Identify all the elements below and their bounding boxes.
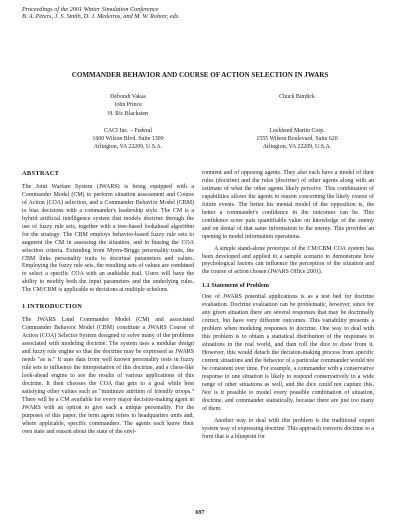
author-block-right [222,93,372,152]
abstract-text: The Joint Warfare System (JWARS) is being equipped with a Commander Model (CM) to perform situation assessment and Course of Action (COA) selection, and a Commander Behavior Model (CBM) to bias decisions with a commander's leadership style. The CM is a hybrid artificial intelligence system that models doctrine through the use of fuzzy rule sets, together with a tree-based lookahead algorithm for the strategy. The CBM employs behavior-based fuzzy rule sets to augment the CM in assessing the situation, and in biasing the COA selection criteria. Extending from Myers-Briggs personality traits, the CBM links personality traits to doctrinal parameters and values. Employing the fuzzy rule sets, the resulting sets of values are combined to select a specific COA with an auditable trail. Users will have the ability to modify both the input parameters and the underlying rules. The CM/CBM is applicable to decisions at multiple echelons. [22,183,194,294]
paper-title: COMMANDER BEHAVIOR AND COURSE OF ACTION SELECTION IN JWARS [71,71,329,79]
subsection-heading: 1.1 Statement of Problem [202,282,269,290]
author-name: Deborah Vakas [110,94,146,100]
proceedings-title: Proceedings of the 2001 Winter Simulation Conference [22,6,159,13]
author-name: H. Ric Blacksten [107,110,149,117]
body-paragraph: Another way to deal with this problem is the traditional expert system way of expressing doctrine. This approach converts doctrine to a form that is a blueprint for [202,417,374,440]
affiliation-line: CACI Inc. – Federal [103,127,153,134]
left-column [22,170,194,441]
introduction-heading: 1 INTRODUCTION [22,303,83,311]
body-paragraph: One of JWARS potential applications is as a test bed for doctrine evaluation. Doctrine evaluation can be problematic, however, since for any given situation there are several responses that may be doctrinally correct, but have very different outcomes. This variability presents a problem when modeling responses to doctrine. One way to deal with this problem is to obtain a statistical distribution of the responses to situations in the real world, and then roll the dice to draw from it. However, this would detach the decision-making process from specific current situations and the behavior of a particular commander would not be consistent over time. For example, a commander with a conservative response to one situation is likely to respond conservatively to a wide range of other situations as well, and the dice could not capture this. Nor is it possible to model every possible combination of situation, doctrine, and commander statistically, because there are just too many of them. [202,294,374,412]
body-paragraph: ronment and of opposing agents. They also each have a model of their rules (doctrine) and the rules (doctrine) of other agents along with an estimate of what the other agents likely perceive. This combination of capabilities allows the agents to reason concerning the likely course of future events. The better his mental model of the opposition is, the better a commander's confidence in the outcomes can be. This confidence score puts quantifiable value on knowledge of the enemy and on denial of that same information to the enemy. This provides an opening to model information operations. [202,170,374,240]
body-paragraph: A simple stand-alone prototype of the CM/CBM COA system has been developed and applied to a sample scenario to demonstrate how psychological factors can influence the perception of the situation and the course of action chosen (JWARS Office 2001). [202,245,374,276]
proceedings-header [22,6,180,21]
affiliation-line: 1600 Wilson Blvd. Suite 1300 [92,136,164,143]
right-column [202,170,374,446]
affiliation-line: 1555 Wilson Boulevard, Suite 620 [256,135,338,142]
page-number: 697 [195,509,205,516]
affiliation-line: Arlington, VA 22209, U.S.A. [262,144,332,151]
affiliation-line: Arlington, VA 22209, U.S.A. [93,144,163,151]
proceedings-editors: B. A. Peters, J. S. Smith, D. J. Medeiros, and M. W. Rohrer, eds. [22,13,180,21]
author-name: John Prince [114,102,142,109]
author-block-left [62,93,194,152]
introduction-text: The JWARS Land Commander Model (CM) and associated Commander Behavior Model (CBM) constitute a JWARS Course of Action (COA) Selector System designed to solve many of the problems associated with modeling doctrine. The system uses a modular design and fuzzy rule engine so that the doctrine may be expressed as JWARS needs "as is." It uses data from well known personality tests in fuzzy rule sets to influence the interpretation of this doctrine, and a chess-like look-ahead engine to see the results of various applications of this doctrine. It then chooses the COA that gets to a goal while best satisfying other values such as "minimize attrition of friendly troops." There will be a CM available for every major decision-making agent in JWARS with an option to give each a unique personality. For the purposes of this paper, the term agent refers to headquarters units and, where applicable, specific commanders. The agents each know their own state and reason about the state of the envi- [22,317,194,435]
affiliation-line: Lockheed Martin Corp. [269,127,325,134]
author-name: Chuck Burdick [279,94,315,100]
abstract-heading: ABSTRACT [22,170,60,177]
